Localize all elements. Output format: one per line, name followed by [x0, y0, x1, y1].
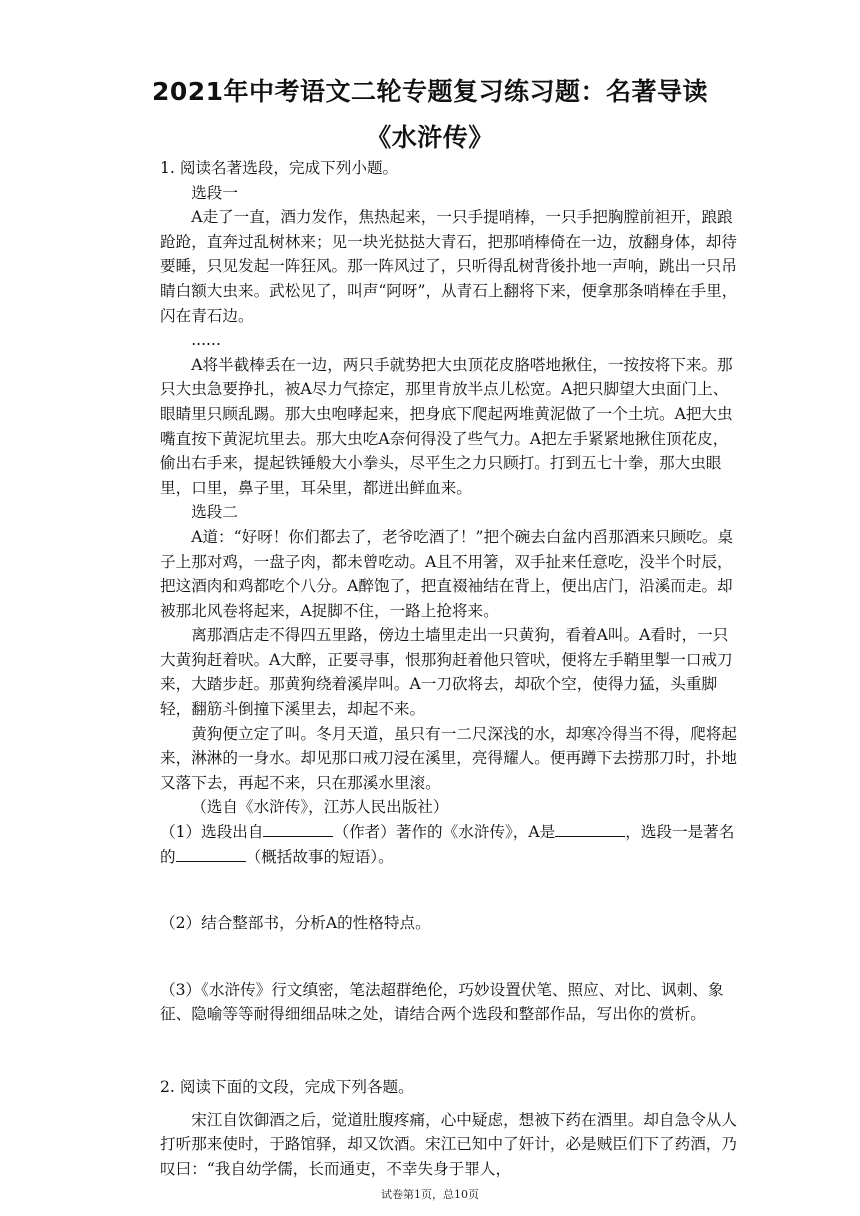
sub-question-1-part-c: ，选段一是著名的 — [160, 823, 735, 866]
selection-2-paragraph-1: A道：“好呀！你们都去了，老爷吃酒了！”把个碗去白盆内舀那酒来只顾吃。桌子上那对鸡，一盘子肉，都未曾吃动。A且不用箸，双手扯来任意吃，没半个时辰，把这酒肉和鸡都吃个八分。A醉饱了，把直裰袖结在背上，便出店门，沿溪而走。却被那北风卷将起来，A捉脚不住，一路上抢将来。 — [160, 527, 733, 620]
sub-question-3: （3）《水浒传》行文缜密，笔法超群绝伦，巧妙设置伏笔、照应、对比、讽刺、象征、隐喻等等耐得细细品味之处，请结合两个选段和整部作品，写出你的赏析。 — [160, 980, 724, 1024]
selection-2-label: 选段二 — [191, 503, 238, 522]
sub-question-1-part-b: （作者）著作的《水浒传》，A是 — [333, 823, 556, 842]
selection-1-paragraph-2: A将半截棒丢在一边，两只手就势把大虫顶花皮胳嗒地揪住，一按按将下来。那只大虫急要挣扎，被A尽力气捺定，那里肯放半点儿松宽。A把只脚望大虫面门上、眼睛里只顾乱踢。那大虫咆哮起来，把身底下爬起两堆黄泥做了一个土坑。A把大虫嘴直按下黄泥坑里去。那大虫吃A奈何得没了些气力。A把左手紧紧地揪住顶花皮，偷出右手来，提起铁锤般大小拳头，尽平生之力只顾打。打到五七十拳，那大虫眼里，口里，鼻子里，耳朵里，都迸出鲜血来。 — [160, 355, 733, 497]
selection-1-label: 选段一 — [191, 183, 238, 202]
sub-question-1-part-a: （1）选段出自 — [160, 823, 264, 842]
blank-story[interactable] — [176, 847, 246, 862]
selection-1-paragraph-1: A走了一直，酒力发作，焦热起来，一只手提哨棒，一只手把胸膛前袒开，踉踉跄跄，直奔过乱树林来；见一块光挞挞大青石，把那哨棒倚在一边，放翻身体，却待要睡，只见发起一阵狂风。那一阵风过了，只听得乱树背後扑地一声响，跳出一只吊睛白额大虫来。武松见了，叫声“阿呀”，从青石上翻将下来，便拿那条哨棒在手里，闪在青石边。 — [160, 208, 738, 325]
blank-character[interactable] — [555, 822, 625, 837]
question-1-intro: 1. 阅读名著选段，完成下列小题。 — [160, 159, 399, 177]
page-footer: 试卷第1页，总10页 — [381, 1188, 479, 1201]
sub-question-1 — [160, 820, 740, 869]
page-title-line2: 《水浒传》 — [366, 123, 494, 152]
sub-question-1-part-d: （概括故事的短语）。 — [245, 847, 394, 866]
source-note: （选自《水浒传》，江苏人民出版社） — [191, 798, 449, 817]
document-body — [160, 156, 740, 1181]
sub-question-2: （2）结合整部书，分析A的性格特点。 — [160, 914, 431, 933]
page-title-line1: 2021年中考语文二轮专题复习练习题：名著导读 — [151, 77, 709, 106]
ellipsis: ...... — [191, 331, 221, 350]
selection-2-paragraph-3: 黄狗便立定了叫。冬月天道，虽只有一二尺深浅的水，却寒冷得当不得，爬将起来，淋淋的一身水。却见那口戒刀浸在溪里，亮得耀人。便再蹲下去捞那刀时，扑地又落下去，再起不来，只在那溪水里滚。 — [160, 724, 737, 792]
question-2-paragraph-1: 宋江自饮御酒之后，觉道肚腹疼痛，心中疑虑，想被下药在酒里。却自急令从人打听那来使时，于路馆驿，却又饮酒。宋江已知中了奸计，必是贼臣们下了药酒，乃叹曰：“我自幼学儒，长而通吏，不幸失身于罪人， — [160, 1110, 737, 1178]
selection-2-paragraph-2: 离那酒店走不得四五里路，傍边土墙里走出一只黄狗，看着A叫。A看时，一只大黄狗赶着吠。A大醉，正要寻事，恨那狗赶着他只管吠，便将左手鞘里掣一口戒刀来，大踏步赶。那黄狗绕着溪岸叫。A一刀砍将去，却砍个空，使得力猛，头重脚轻，翻筋斗倒撞下溪里去，却起不来。 — [160, 626, 733, 719]
blank-author[interactable] — [263, 822, 333, 837]
question-2-intro: 2. 阅读下面的文段，完成下列各题。 — [160, 1078, 414, 1096]
